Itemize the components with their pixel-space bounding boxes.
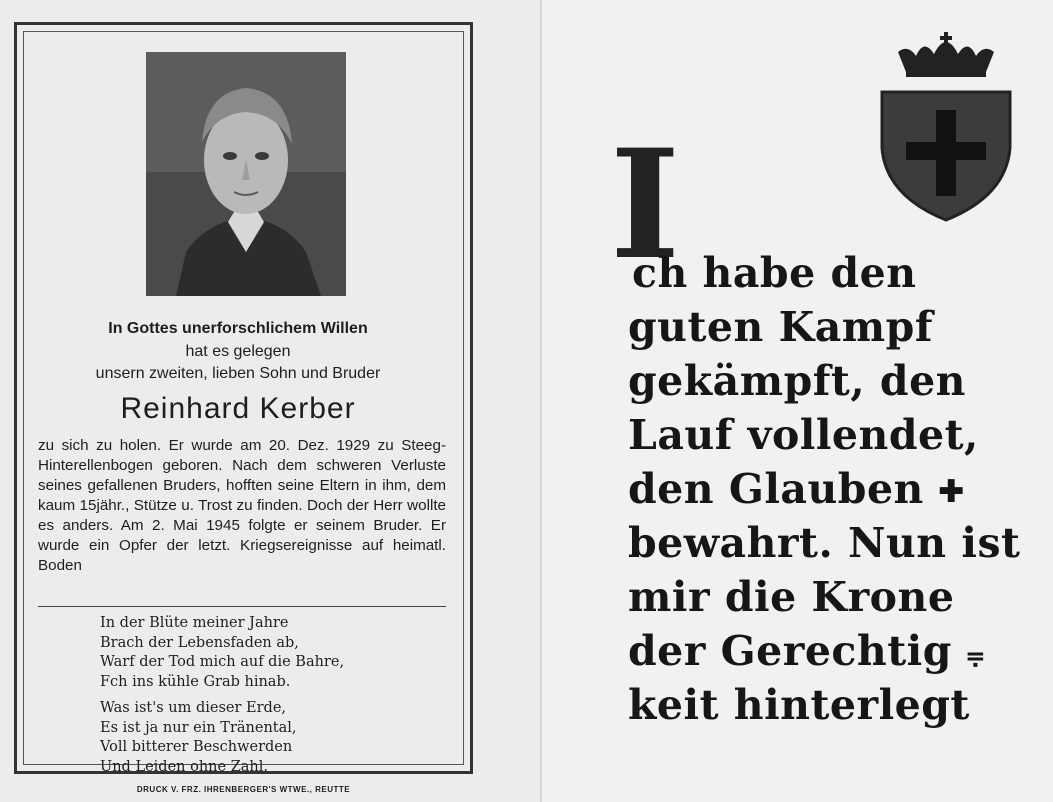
biography-paragraph: zu sich zu holen. Er wurde am 20. Dez. 1929 zu Steeg-Hinterellenbogen geboren. Nach dem schweren Verluste seines gefallenen Bruders, hofften seine Eltern in ihm, dem kaum 15jähr., Stütze u. Trost zu finden. Doch der Herr wollte es anders. Am 2. Mai 1945 folgte er seinem Bruder. Er wurde ein Opfer der letzt. Kriegsereignisse auf heimatl. Boden <box>38 437 446 574</box>
intro-line-1: In Gottes unerforschlichem Willen <box>108 320 368 337</box>
verse-line: den Glauben <box>628 465 924 513</box>
poem-line: Voll bitterer Beschwerden <box>100 739 293 755</box>
small-cross-icon: ✚ <box>938 474 965 510</box>
verse-line: der Gerechtig <box>628 627 952 675</box>
poem-line: Es ist ja nur ein Tränental, <box>100 719 297 736</box>
poem-line: Warf der Tod mich auf die Bahre, <box>100 654 345 670</box>
poem-line: Was ist's um dieser Erde, <box>100 700 287 716</box>
poem-line: Brach der Lebensfaden ab, <box>100 634 299 651</box>
flourish-icon: ⩦ <box>966 636 985 672</box>
divider <box>38 606 446 607</box>
poem-line: Und Leiden ohne Zahl. <box>100 758 269 775</box>
verse-line: gekämpft, den <box>628 357 966 405</box>
verse-line: Lauf vollendet, <box>628 411 979 459</box>
shield-cross-icon <box>878 88 1014 227</box>
verse-line: mir die Krone <box>628 573 955 621</box>
biography-text <box>38 436 446 576</box>
initial-letter: I <box>610 117 681 293</box>
deceased-name: Reinhard Kerber <box>120 392 356 425</box>
printer-credit: DRUCK V. FRZ. IHRENBERGER'S WTWE., REUTTE <box>136 785 351 794</box>
poem <box>100 614 440 784</box>
verse-line-with-cross <box>628 462 1048 516</box>
verse-line: bewahrt. Nun ist <box>628 519 1021 567</box>
poem-line: Fch ins kühle Grab hinab. <box>100 673 291 690</box>
intro-line-2: hat es gelegen <box>185 343 291 360</box>
poem-line: In der Blüte meiner Jahre <box>100 615 289 631</box>
crown-icon <box>894 30 998 85</box>
poem-stanza-2 <box>100 699 440 777</box>
verse-line-with-flourish <box>628 624 1048 678</box>
portrait-photo <box>146 52 346 296</box>
verse-line: keit hinterlegt <box>628 681 970 729</box>
verse-line: ch habe den <box>632 249 917 297</box>
intro-line-3: unsern zweiten, lieben Sohn und Bruder <box>95 365 381 382</box>
scripture-verse <box>628 246 1048 732</box>
poem-stanza-1 <box>100 614 440 692</box>
verse-line: guten Kampf <box>628 303 933 351</box>
